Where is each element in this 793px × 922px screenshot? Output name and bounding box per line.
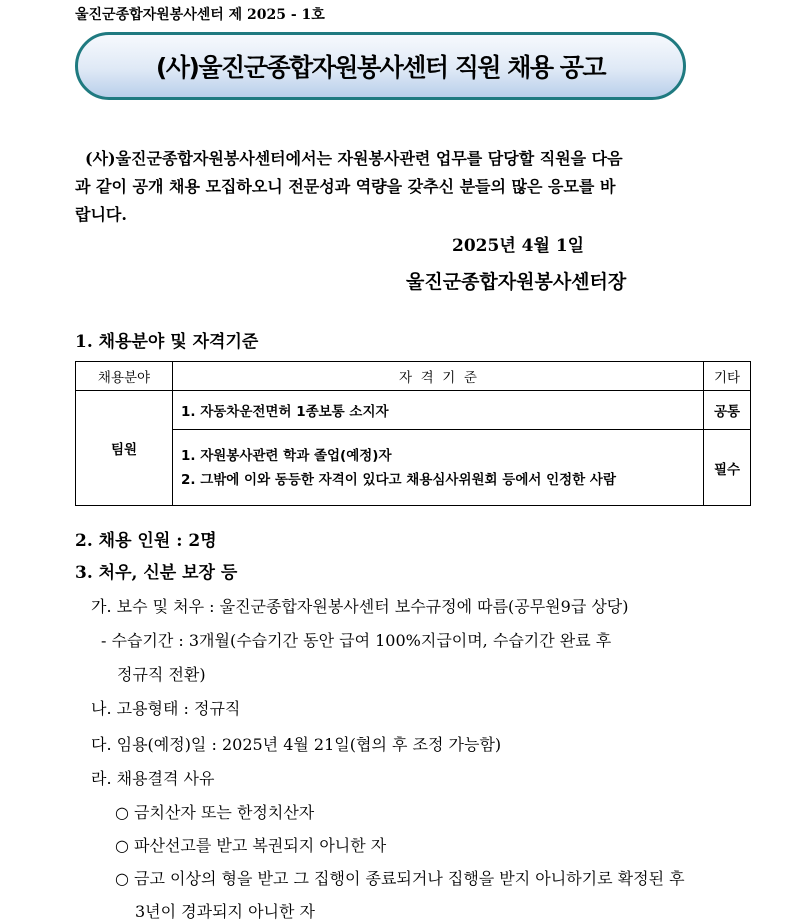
table-header-row	[76, 362, 751, 391]
intro-paragraph	[75, 145, 720, 229]
requirement-line-1: 1. 자원봉사관련 학과 졸업(예정)자	[181, 447, 392, 464]
page-title: (사)울진군종합자원봉사센터 직원 채용 공고	[155, 53, 606, 82]
header-note: 기타	[704, 362, 751, 391]
disqualification-item-continued: 3년이 경과되지 아니한 자	[135, 902, 315, 921]
item-employment-type: 나. 고용형태 : 정규직	[91, 699, 241, 718]
disqualification-item: ○ 금고 이상의 형을 받고 그 집행이 종료되거나 집행을 받지 아니하기로 확정된 후	[115, 869, 685, 888]
section-3-heading: 3. 처우, 신분 보장 등	[75, 563, 238, 583]
common-note: 공통	[704, 391, 751, 430]
qualification-table	[75, 361, 751, 506]
disqualification-item: ○ 파산선고를 받고 복권되지 아니한 자	[115, 836, 387, 855]
required-note: 필수	[704, 430, 751, 506]
document-number: 울진군종합자원봉사센터 제 2025 - 1호	[75, 7, 325, 23]
disqualification-item: ○ 금치산자 또는 한정치산자	[115, 803, 315, 822]
intro-line-3: 랍니다.	[75, 205, 127, 224]
header-qualification: 자 격 기 준	[173, 362, 704, 391]
item-start-date: 다. 임용(예정)일 : 2025년 4월 21일(협의 후 조정 가능함)	[91, 735, 502, 754]
section-2-heading: 2. 채용 인원 : 2명	[75, 531, 217, 551]
title-banner	[75, 32, 686, 100]
intro-line-2: 과 같이 공개 채용 모집하오니 전문성과 역량을 갖추신 분들의 많은 응모를 바	[75, 177, 616, 196]
requirement-cell	[173, 430, 704, 506]
item-training-line-2: 정규직 전환)	[117, 665, 206, 684]
table-row	[76, 430, 751, 506]
section-1-heading: 1. 채용분야 및 자격기준	[75, 332, 259, 352]
item-salary: 가. 보수 및 처우 : 울진군종합자원봉사센터 보수규정에 따름(공무원9급 상당)	[91, 597, 629, 616]
signature: 울진군종합자원봉사센터장	[406, 271, 627, 293]
intro-line-1: (사)울진군종합자원봉사센터에서는 자원봉사관련 업무를 담당할 직원을 다음	[85, 149, 623, 168]
requirement-line-2: 2. 그밖에 이와 동등한 자격이 있다고 채용심사위원회 등에서 인정한 사람	[181, 471, 617, 488]
announcement-date: 2025년 4월 1일	[452, 236, 585, 256]
table-row	[76, 391, 751, 430]
common-requirement: 1. 자동차운전면허 1종보통 소지자	[173, 391, 704, 430]
item-training-line-1: - 수습기간 : 3개월(수습기간 동안 급여 100%지급이며, 수습기간 완료 후	[101, 631, 612, 650]
item-disqualification-heading: 라. 채용결격 사유	[91, 769, 215, 788]
field-cell: 팀원	[76, 391, 173, 506]
header-field: 채용분야	[76, 362, 173, 391]
